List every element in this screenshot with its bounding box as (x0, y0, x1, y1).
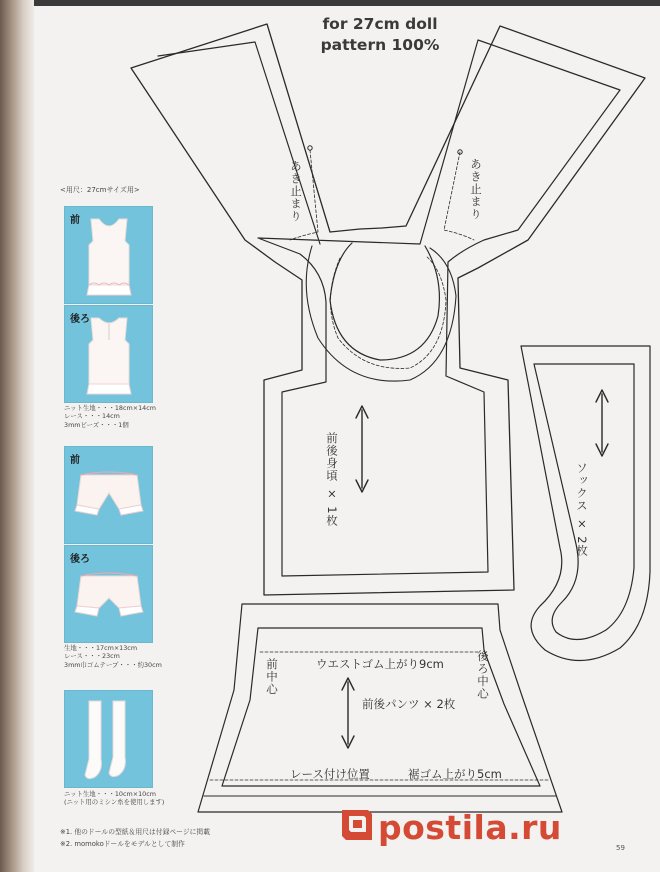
title-line-2: pattern 100% (320, 36, 440, 54)
camisole-materials (64, 404, 174, 429)
bloomers-back-image (71, 568, 147, 628)
caption-line: レース・・・23cm (64, 652, 120, 661)
caption-line: 3mm巾ゴムテープ・・・約30cm (64, 660, 162, 669)
camisole-front-image (79, 215, 139, 299)
front-center-label: 前中心 (265, 658, 279, 696)
footnote-1: ※1. 他のドールの型紙＆用尺は付録ページに掲載 (60, 828, 211, 836)
photo-bloomers-front (64, 446, 153, 544)
footnote-2: ※2. momokoドールをモデルとして制作 (60, 840, 185, 848)
neck-stitch (330, 256, 446, 368)
camisole-back-image (79, 314, 139, 398)
bodice-neckline-outer (306, 246, 456, 381)
socks-piece-label: ソックス × 2枚 (575, 462, 589, 558)
photo-tag: 前 (70, 455, 80, 466)
opening-stop-label-right: あき止まり (469, 158, 483, 221)
bloomers-front-image (71, 469, 147, 529)
lace-position-label: レース付け位置 (290, 767, 370, 781)
caption-line: 生地・・・17cm×13cm (64, 644, 138, 652)
caption-line: レース・・・14cm (64, 412, 120, 421)
watermark-text: postila.ru (378, 808, 562, 847)
socks-image (81, 697, 137, 783)
pants-grain-arrow (342, 678, 354, 748)
hem-elastic-label: 裾ゴム上がり5cm (408, 767, 502, 781)
photo-camisole-back (64, 305, 153, 403)
sock-grain-arrow (596, 390, 608, 456)
photo-camisole-front (64, 206, 153, 304)
postila-logo-icon (338, 806, 376, 846)
photo-tag: 後ろ (70, 554, 90, 565)
photo-tag: 後ろ (70, 314, 90, 325)
bodice-piece-label: 前後身頃 × 1枚 (325, 432, 339, 528)
opening-stop-label-left: あき止まり (289, 160, 303, 223)
page-number: 59 (616, 844, 625, 852)
usage-title: <用尺：27cmサイズ用> (60, 186, 140, 194)
opening-stop-mark-left (308, 146, 312, 150)
bloomers-materials (64, 644, 174, 669)
title-line-1: for 27cm doll (322, 15, 438, 33)
caption-line: ニット生地・・・10cm×10cm (64, 790, 156, 798)
back-center-label: 後ろ中心 (476, 650, 490, 700)
pants-piece-label: 前後パンツ × 2枚 (362, 697, 456, 711)
caption-line: (ニット用のミシン糸を使用します) (64, 798, 165, 807)
photo-bloomers-back (64, 545, 153, 643)
photo-tag: 前 (70, 215, 80, 226)
photo-socks (64, 690, 153, 788)
bodice-cut-line (158, 40, 620, 576)
caption-line: ニット生地・・・18cm×14cm (64, 404, 156, 412)
bodice-grain-arrow (356, 406, 368, 492)
waist-elastic-label: ウエストゴム上がり9cm (316, 657, 444, 671)
socks-materials (64, 790, 174, 807)
caption-line: 3mmビーズ・・・1個 (64, 420, 129, 429)
